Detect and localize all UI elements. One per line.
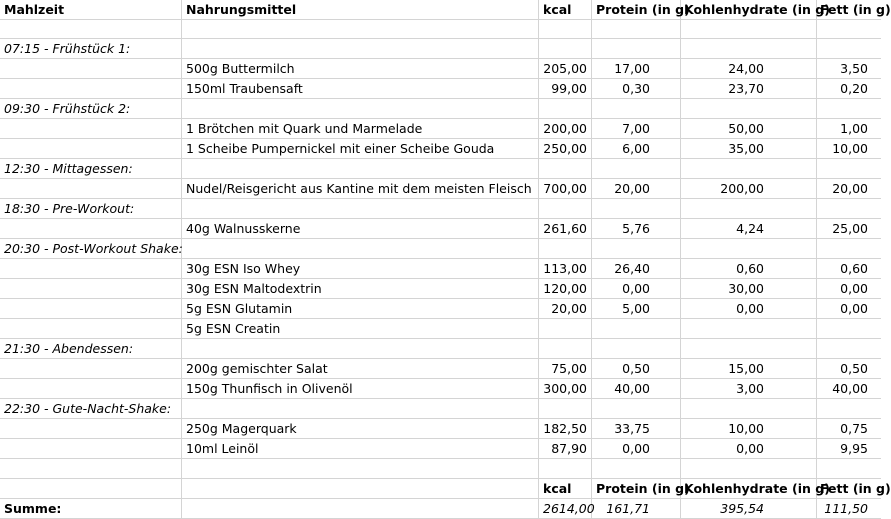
summary-header-carbs[interactable]: Kohlenhydrate (in g)	[681, 479, 817, 499]
meal-heading-row	[0, 99, 881, 119]
table-row	[0, 139, 881, 159]
fat-cell[interactable]: 3,50	[817, 59, 881, 79]
food-cell[interactable]	[182, 39, 539, 59]
food-cell[interactable]: 30g ESN Maltodextrin	[182, 279, 539, 299]
header-carbs[interactable]: Kohlenhydrate (in g)	[681, 0, 817, 20]
carbs-cell[interactable]: 0,60	[681, 259, 817, 279]
food-cell[interactable]: 1 Scheibe Pumpernickel mit einer Scheibe Gouda	[182, 139, 539, 159]
summary-row	[0, 499, 881, 519]
header-food[interactable]: Nahrungsmittel	[182, 0, 539, 20]
fat-cell[interactable]: 0,00	[817, 279, 881, 299]
kcal-cell[interactable]	[539, 19, 592, 39]
carbs-cell[interactable]: 200,00	[681, 179, 817, 199]
kcal-cell[interactable]	[539, 319, 592, 339]
kcal-cell[interactable]	[539, 339, 592, 359]
meal-cell[interactable]	[0, 439, 182, 459]
meal-cell[interactable]	[0, 119, 182, 139]
food-cell[interactable]	[182, 19, 539, 39]
food-cell[interactable]: 500g Buttermilch	[182, 59, 539, 79]
protein-cell[interactable]: 26,40	[592, 259, 681, 279]
summary-header-food-cell[interactable]	[182, 479, 539, 499]
table-row	[0, 79, 881, 99]
carbs-cell[interactable]: 0,00	[681, 439, 817, 459]
meal-cell[interactable]	[0, 279, 182, 299]
meal-cell[interactable]	[0, 59, 182, 79]
carbs-cell[interactable]	[681, 399, 817, 419]
summary-fat[interactable]: 111,50	[817, 499, 881, 519]
table-row	[0, 59, 881, 79]
food-cell[interactable]	[182, 239, 539, 259]
table-row	[0, 359, 881, 379]
protein-cell[interactable]	[592, 239, 681, 259]
protein-cell[interactable]	[592, 39, 681, 59]
kcal-cell[interactable]: 300,00	[539, 379, 592, 399]
carbs-cell[interactable]	[681, 339, 817, 359]
kcal-cell[interactable]: 99,00	[539, 79, 592, 99]
carbs-cell[interactable]	[681, 19, 817, 39]
meal-cell[interactable]	[0, 359, 182, 379]
kcal-cell[interactable]: 87,90	[539, 439, 592, 459]
summary-protein[interactable]: 161,71	[592, 499, 681, 519]
food-cell[interactable]: 40g Walnusskerne	[182, 219, 539, 239]
protein-cell[interactable]	[592, 199, 681, 219]
kcal-cell[interactable]: 75,00	[539, 359, 592, 379]
protein-cell[interactable]: 7,00	[592, 119, 681, 139]
kcal-cell[interactable]: 120,00	[539, 279, 592, 299]
header-kcal[interactable]: kcal	[539, 0, 592, 20]
protein-cell[interactable]	[592, 159, 681, 179]
summary-kcal[interactable]: 2614,00	[539, 499, 592, 519]
meal-heading-row	[0, 399, 881, 419]
fat-cell[interactable]: 0,75	[817, 419, 881, 439]
protein-cell[interactable]: 0,30	[592, 79, 681, 99]
summary-carbs[interactable]: 395,54	[681, 499, 817, 519]
fat-cell[interactable]	[817, 239, 881, 259]
table-row	[0, 419, 881, 439]
meal-cell[interactable]	[0, 179, 182, 199]
meal-heading-row	[0, 339, 881, 359]
food-cell[interactable]	[182, 339, 539, 359]
meal-time-label[interactable]: 22:30 - Gute-Nacht-Shake:	[0, 399, 182, 419]
protein-cell[interactable]	[592, 99, 681, 119]
food-cell[interactable]: Nudel/Reisgericht aus Kantine mit dem meisten Fleisch	[182, 179, 539, 199]
fat-cell[interactable]: 20,00	[817, 179, 881, 199]
carbs-cell[interactable]	[681, 239, 817, 259]
meal-cell[interactable]	[0, 79, 182, 99]
meal-cell[interactable]	[0, 219, 182, 239]
meal-cell[interactable]	[0, 139, 182, 159]
kcal-cell[interactable]: 182,50	[539, 419, 592, 439]
protein-cell[interactable]	[592, 19, 681, 39]
protein-cell[interactable]: 6,00	[592, 139, 681, 159]
table-row	[0, 299, 881, 319]
food-cell[interactable]: 1 Brötchen mit Quark und Marmelade	[182, 119, 539, 139]
carbs-cell[interactable]: 30,00	[681, 279, 817, 299]
protein-cell[interactable]: 5,00	[592, 299, 681, 319]
fat-cell[interactable]: 0,60	[817, 259, 881, 279]
kcal-cell[interactable]	[539, 99, 592, 119]
table-row	[0, 219, 881, 239]
meal-cell[interactable]	[0, 459, 182, 479]
table-row	[0, 119, 881, 139]
protein-cell[interactable]	[592, 319, 681, 339]
fat-cell[interactable]	[817, 319, 881, 339]
carbs-cell[interactable]: 15,00	[681, 359, 817, 379]
table-row	[0, 459, 881, 479]
fat-cell[interactable]: 1,00	[817, 119, 881, 139]
header-fat[interactable]: Fett (in g)	[817, 0, 881, 20]
fat-cell[interactable]: 0,00	[817, 299, 881, 319]
summary-header-fat[interactable]: Fett (in g)	[817, 479, 881, 499]
food-cell[interactable]: 5g ESN Creatin	[182, 319, 539, 339]
food-cell[interactable]: 30g ESN Iso Whey	[182, 259, 539, 279]
fat-cell[interactable]	[817, 399, 881, 419]
header-meal[interactable]: Mahlzeit	[0, 0, 182, 20]
food-cell[interactable]	[182, 99, 539, 119]
kcal-cell[interactable]: 250,00	[539, 139, 592, 159]
kcal-cell[interactable]: 113,00	[539, 259, 592, 279]
carbs-cell[interactable]	[681, 99, 817, 119]
carbs-cell[interactable]: 35,00	[681, 139, 817, 159]
protein-cell[interactable]	[592, 459, 681, 479]
meal-time-label[interactable]: 18:30 - Pre-Workout:	[0, 199, 182, 219]
fat-cell[interactable]	[817, 459, 881, 479]
kcal-cell[interactable]	[539, 239, 592, 259]
fat-cell[interactable]	[817, 99, 881, 119]
table-row	[0, 179, 881, 199]
meal-heading-row	[0, 239, 881, 259]
table-row	[0, 279, 881, 299]
protein-cell[interactable]: 0,00	[592, 279, 681, 299]
meal-heading-row	[0, 199, 881, 219]
protein-cell[interactable]: 40,00	[592, 379, 681, 399]
kcal-cell[interactable]	[539, 199, 592, 219]
fat-cell[interactable]: 25,00	[817, 219, 881, 239]
food-cell[interactable]: 150ml Traubensaft	[182, 79, 539, 99]
carbs-cell[interactable]: 3,00	[681, 379, 817, 399]
fat-cell[interactable]: 9,95	[817, 439, 881, 459]
carbs-cell[interactable]: 24,00	[681, 59, 817, 79]
table-row	[0, 319, 881, 339]
kcal-cell[interactable]	[539, 39, 592, 59]
meal-cell[interactable]	[0, 19, 182, 39]
protein-cell[interactable]: 5,76	[592, 219, 681, 239]
carbs-cell[interactable]: 23,70	[681, 79, 817, 99]
food-cell[interactable]: 200g gemischter Salat	[182, 359, 539, 379]
meal-heading-row	[0, 159, 881, 179]
fat-cell[interactable]: 0,20	[817, 79, 881, 99]
protein-cell[interactable]: 0,00	[592, 439, 681, 459]
food-cell[interactable]	[182, 199, 539, 219]
meal-cell[interactable]	[0, 259, 182, 279]
meal-heading-row	[0, 39, 881, 59]
protein-cell[interactable]: 33,75	[592, 419, 681, 439]
food-cell[interactable]: 150g Thunfisch in Olivenöl	[182, 379, 539, 399]
food-cell[interactable]	[182, 459, 539, 479]
fat-cell[interactable]	[817, 199, 881, 219]
carbs-cell[interactable]: 4,24	[681, 219, 817, 239]
kcal-cell[interactable]: 205,00	[539, 59, 592, 79]
protein-cell[interactable]: 17,00	[592, 59, 681, 79]
kcal-cell[interactable]	[539, 399, 592, 419]
carbs-cell[interactable]	[681, 319, 817, 339]
carbs-cell[interactable]	[681, 459, 817, 479]
food-cell[interactable]: 250g Magerquark	[182, 419, 539, 439]
meal-time-label[interactable]: 07:15 - Frühstück 1:	[0, 39, 182, 59]
meal-cell[interactable]	[0, 319, 182, 339]
summary-header-protein[interactable]: Protein (in g)	[592, 479, 681, 499]
kcal-cell[interactable]: 261,60	[539, 219, 592, 239]
carbs-cell[interactable]: 0,00	[681, 299, 817, 319]
summary-label[interactable]: Summe:	[0, 499, 182, 519]
summary-header-meal-cell[interactable]	[0, 479, 182, 499]
protein-cell[interactable]	[592, 399, 681, 419]
summary-header-kcal[interactable]: kcal	[539, 479, 592, 499]
meal-time-label[interactable]: 20:30 - Post-Workout Shake:	[0, 239, 182, 259]
fat-cell[interactable]	[817, 339, 881, 359]
fat-cell[interactable]: 40,00	[817, 379, 881, 399]
meal-time-label[interactable]: 09:30 - Frühstück 2:	[0, 99, 182, 119]
meal-cell[interactable]	[0, 299, 182, 319]
fat-cell[interactable]	[817, 159, 881, 179]
carbs-cell[interactable]	[681, 159, 817, 179]
protein-cell[interactable]: 0,50	[592, 359, 681, 379]
carbs-cell[interactable]	[681, 39, 817, 59]
header-protein[interactable]: Protein (in g)	[592, 0, 681, 20]
fat-cell[interactable]	[817, 19, 881, 39]
meal-cell[interactable]	[0, 419, 182, 439]
header-row	[0, 0, 891, 20]
fat-cell[interactable]: 0,50	[817, 359, 881, 379]
table-row	[0, 259, 881, 279]
table-row	[0, 19, 881, 39]
food-cell[interactable]	[182, 399, 539, 419]
protein-cell[interactable]	[592, 339, 681, 359]
fat-cell[interactable]	[817, 39, 881, 59]
carbs-cell[interactable]: 10,00	[681, 419, 817, 439]
kcal-cell[interactable]: 20,00	[539, 299, 592, 319]
food-cell[interactable]: 5g ESN Glutamin	[182, 299, 539, 319]
meal-cell[interactable]	[0, 379, 182, 399]
carbs-cell[interactable]	[681, 199, 817, 219]
food-cell[interactable]: 10ml Leinöl	[182, 439, 539, 459]
carbs-cell[interactable]: 50,00	[681, 119, 817, 139]
summary-food-cell[interactable]	[182, 499, 539, 519]
kcal-cell[interactable]	[539, 159, 592, 179]
kcal-cell[interactable]	[539, 459, 592, 479]
kcal-cell[interactable]: 700,00	[539, 179, 592, 199]
summary-header-row	[0, 479, 891, 499]
meal-time-label[interactable]: 21:30 - Abendessen:	[0, 339, 182, 359]
fat-cell[interactable]: 10,00	[817, 139, 881, 159]
kcal-cell[interactable]: 200,00	[539, 119, 592, 139]
protein-cell[interactable]: 20,00	[592, 179, 681, 199]
food-cell[interactable]	[182, 159, 539, 179]
table-row	[0, 379, 881, 399]
table-row	[0, 439, 881, 459]
meal-time-label[interactable]: 12:30 - Mittagessen:	[0, 159, 182, 179]
